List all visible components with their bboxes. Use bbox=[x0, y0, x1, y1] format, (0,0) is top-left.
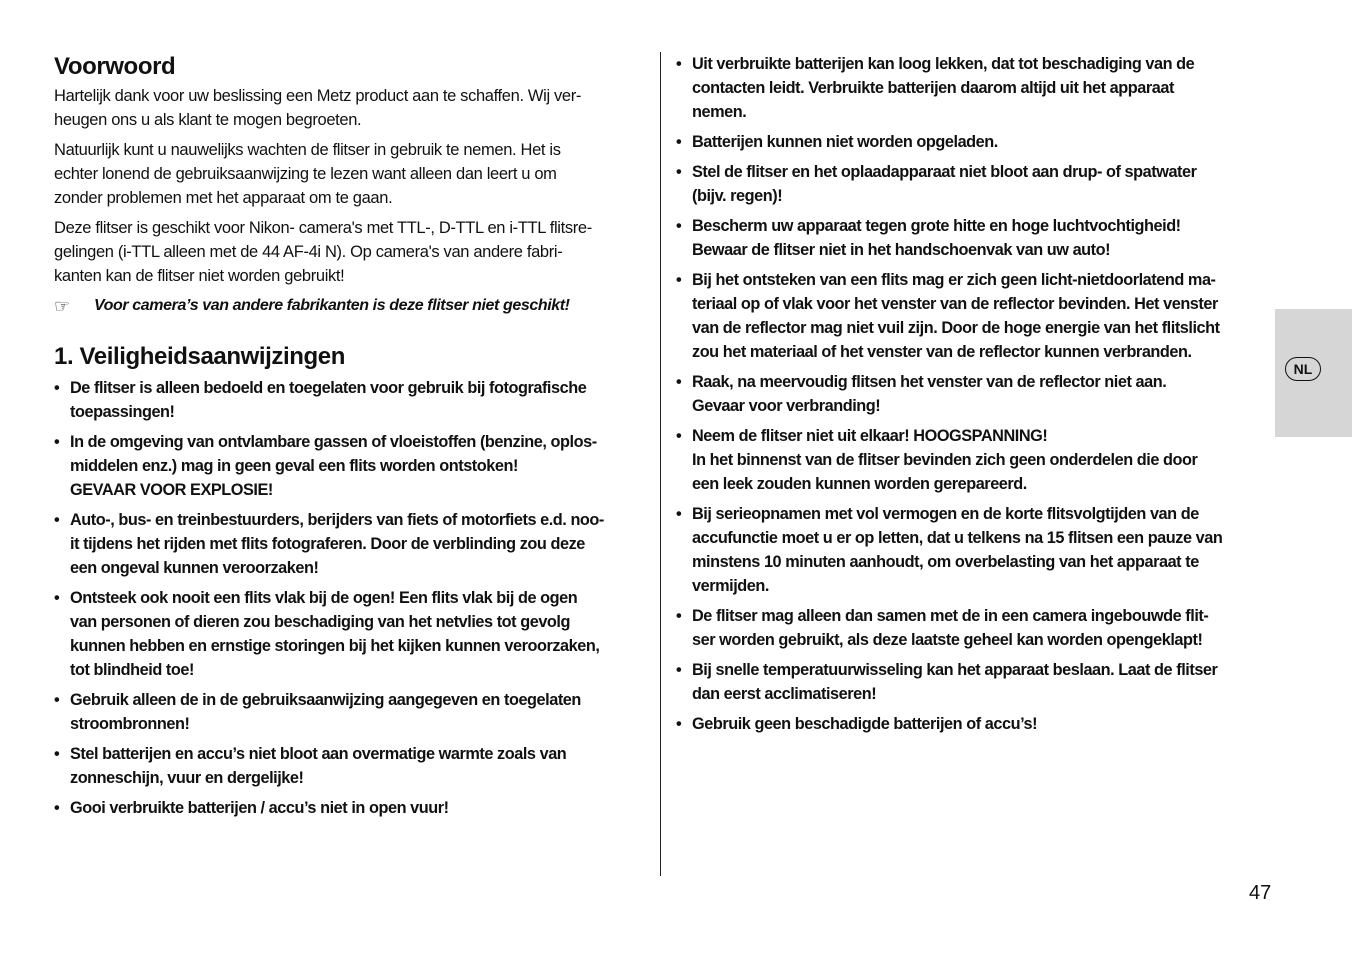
bullet-icon: • bbox=[676, 607, 682, 625]
safety-bullet-item bbox=[676, 130, 1274, 154]
bullet-icon: • bbox=[54, 433, 60, 451]
bullet-icon: • bbox=[54, 511, 60, 529]
bullet-text-line: Gevaar voor verbranding! bbox=[692, 397, 881, 415]
safety-bullet-item bbox=[54, 742, 652, 790]
bullet-text-line: (bijv. regen)! bbox=[692, 187, 783, 205]
safety-bullet-item bbox=[676, 424, 1274, 496]
safety-list-right bbox=[676, 52, 1274, 736]
bullet-text-line: Bescherm uw apparaat tegen grote hitte en hoge luchtvochtigheid! bbox=[692, 217, 1181, 235]
foreword-body bbox=[54, 84, 652, 288]
foreword-heading: Voorwoord bbox=[54, 53, 176, 80]
bullet-icon: • bbox=[54, 379, 60, 397]
text-line: gelingen (i-TTL alleen met de 44 AF-4i N). Op camera's van andere fabri- bbox=[54, 243, 563, 261]
column-divider bbox=[660, 52, 661, 876]
safety-bullet-item bbox=[676, 712, 1274, 736]
bullet-icon: • bbox=[54, 799, 60, 817]
right-column bbox=[676, 52, 1274, 742]
bullet-text-line: nemen. bbox=[692, 103, 747, 121]
text-line: kanten kan de flitser niet worden gebruikt! bbox=[54, 267, 345, 285]
bullet-text-line: dan eerst acclimatiseren! bbox=[692, 685, 877, 703]
bullet-text-line: Uit verbruikte batterijen kan loog lekken, dat tot beschadiging van de bbox=[692, 55, 1195, 73]
compatibility-note bbox=[54, 294, 652, 318]
bullet-text-line: In het binnenst van de flitser bevinden zich geen onderdelen die door bbox=[692, 451, 1198, 469]
bullet-text-line: teriaal op of vlak voor het venster van de reflector bevinden. Het venster bbox=[692, 295, 1218, 313]
safety-bullet-item bbox=[54, 688, 652, 736]
bullet-text-line: vermijden. bbox=[692, 577, 769, 595]
bullet-text-line: Bij het ontsteken van een flits mag er zich geen licht-nietdoorlatend ma- bbox=[692, 271, 1216, 289]
safety-bullet-item bbox=[54, 796, 652, 820]
bullet-text-line: Batterijen kunnen niet worden opgeladen. bbox=[692, 133, 998, 151]
bullet-icon: • bbox=[54, 745, 60, 763]
text-line: zonder problemen met het apparaat om te gaan. bbox=[54, 189, 393, 207]
safety-bullet-item bbox=[54, 508, 652, 580]
bullet-icon: • bbox=[676, 505, 682, 523]
text-line: echter lonend de gebruiksaanwijzing te lezen want alleen dan leert u om bbox=[54, 165, 557, 183]
bullet-icon: • bbox=[676, 133, 682, 151]
bullet-text-line: middelen enz.) mag in geen geval een flits worden ontstoken! bbox=[70, 457, 518, 475]
bullet-text-line: Bij serieopnamen met vol vermogen en de korte flitsvolgtijden van de bbox=[692, 505, 1199, 523]
bullet-icon: • bbox=[676, 217, 682, 235]
language-badge: NL bbox=[1285, 357, 1321, 381]
bullet-text-line: accufunctie moet u er op letten, dat u telkens na 15 flitsen een pauze van bbox=[692, 529, 1223, 547]
pointing-hand-icon: ☞ bbox=[54, 296, 70, 316]
safety-bullet-item bbox=[676, 502, 1274, 598]
bullet-text-line: een leek zouden kunnen worden gerepareerd. bbox=[692, 475, 1027, 493]
bullet-text-line: van personen of dieren zou beschadiging van het netvlies tot gevolg bbox=[70, 613, 570, 631]
safety-bullet-item bbox=[676, 268, 1274, 364]
bullet-text-line: Neem de flitser niet uit elkaar! HOOGSPANNING! bbox=[692, 427, 1048, 445]
bullet-text-line: GEVAAR VOOR EXPLOSIE! bbox=[70, 481, 273, 499]
bullet-text-line: contacten leidt. Verbruikte batterijen daarom altijd uit het apparaat bbox=[692, 79, 1174, 97]
bullet-icon: • bbox=[676, 55, 682, 73]
safety-list-left bbox=[54, 376, 652, 820]
bullet-icon: • bbox=[676, 427, 682, 445]
foreword-paragraph bbox=[54, 216, 652, 288]
bullet-text-line: Gebruik alleen de in de gebruiksaanwijzing aangegeven en toegelaten bbox=[70, 691, 581, 709]
bullet-text-line: it tijdens het rijden met flits fotograferen. Door de verblinding zou deze bbox=[70, 535, 585, 553]
bullet-text-line: Gooi verbruikte batterijen / accu’s niet in open vuur! bbox=[70, 799, 449, 817]
bullet-icon: • bbox=[676, 661, 682, 679]
text-line: Hartelijk dank voor uw beslissing een Metz product aan te schaffen. Wij ver- bbox=[54, 87, 582, 105]
bullet-text-line: zonneschijn, vuur en dergelijke! bbox=[70, 769, 304, 787]
bullet-icon: • bbox=[54, 589, 60, 607]
safety-heading: 1. Veiligheidsaanwijzingen bbox=[54, 343, 346, 370]
bullet-text-line: De flitser is alleen bedoeld en toegelaten voor gebruik bij fotografische bbox=[70, 379, 587, 397]
bullet-text-line: een ongeval kunnen veroorzaken! bbox=[70, 559, 319, 577]
bullet-text-line: Bewaar de flitser niet in het handschoenvak van uw auto! bbox=[692, 241, 1111, 259]
page-number: 47 bbox=[1249, 882, 1272, 904]
bullet-text-line: Ontsteek ook nooit een flits vlak bij de ogen! Een flits vlak bij de ogen bbox=[70, 589, 578, 607]
safety-bullet-item bbox=[676, 52, 1274, 124]
safety-bullet-item bbox=[676, 160, 1274, 208]
bullet-icon: • bbox=[676, 715, 682, 733]
bullet-text-line: De flitser mag alleen dan samen met de in een camera ingebouwde flit- bbox=[692, 607, 1209, 625]
text-line: Deze flitser is geschikt voor Nikon- camera's met TTL-, D-TTL en i-TTL flitsre- bbox=[54, 219, 592, 237]
note-text: Voor camera’s van andere fabrikanten is deze flitser niet geschikt! bbox=[94, 297, 570, 314]
bullet-text-line: Bij snelle temperatuurwisseling kan het apparaat beslaan. Laat de flitser bbox=[692, 661, 1218, 679]
bullet-text-line: In de omgeving van ontvlambare gassen of vloeistoffen (benzine, oplos- bbox=[70, 433, 597, 451]
safety-bullet-item bbox=[54, 586, 652, 682]
text-line: Natuurlijk kunt u nauwelijks wachten de flitser in gebruik te nemen. Het is bbox=[54, 141, 561, 159]
bullet-text-line: kunnen hebben en ernstige storingen bij het kijken kunnen veroorzaken, bbox=[70, 637, 600, 655]
bullet-icon: • bbox=[676, 271, 682, 289]
left-column bbox=[54, 50, 652, 826]
safety-bullet-item bbox=[676, 604, 1274, 652]
bullet-text-line: minstens 10 minuten aanhoudt, om overbelasting van het apparaat te bbox=[692, 553, 1199, 571]
foreword-paragraph bbox=[54, 84, 652, 132]
bullet-text-line: tot blindheid toe! bbox=[70, 661, 194, 679]
bullet-text-line: Raak, na meervoudig flitsen het venster van de reflector niet aan. bbox=[692, 373, 1167, 391]
foreword-paragraph bbox=[54, 138, 652, 210]
bullet-text-line: toepassingen! bbox=[70, 403, 175, 421]
bullet-icon: • bbox=[54, 691, 60, 709]
bullet-text-line: Auto-, bus- en treinbestuurders, berijders van fiets of motorfiets e.d. noo- bbox=[70, 511, 604, 529]
bullet-text-line: Stel batterijen en accu’s niet bloot aan overmatige warmte zoals van bbox=[70, 745, 567, 763]
bullet-text-line: stroombronnen! bbox=[70, 715, 190, 733]
bullet-text-line: zou het materiaal of het venster van de reflector kunnen verbranden. bbox=[692, 343, 1192, 361]
bullet-icon: • bbox=[676, 373, 682, 391]
bullet-text-line: Stel de flitser en het oplaadapparaat niet bloot aan drup- of spatwater bbox=[692, 163, 1197, 181]
bullet-icon: • bbox=[676, 163, 682, 181]
safety-bullet-item bbox=[54, 430, 652, 502]
safety-bullet-item bbox=[676, 370, 1274, 418]
safety-bullet-item bbox=[54, 376, 652, 424]
language-side-tab bbox=[1275, 309, 1352, 437]
bullet-text-line: van de reflector mag niet vuil zijn. Door de hoge energie van het flitslicht bbox=[692, 319, 1220, 337]
bullet-text-line: Gebruik geen beschadigde batterijen of accu’s! bbox=[692, 715, 1038, 733]
safety-bullet-item bbox=[676, 658, 1274, 706]
text-line: heugen ons u als klant te mogen begroeten. bbox=[54, 111, 362, 129]
bullet-text-line: ser worden gebruikt, als deze laatste geheel kan worden opengeklapt! bbox=[692, 631, 1203, 649]
safety-bullet-item bbox=[676, 214, 1274, 262]
